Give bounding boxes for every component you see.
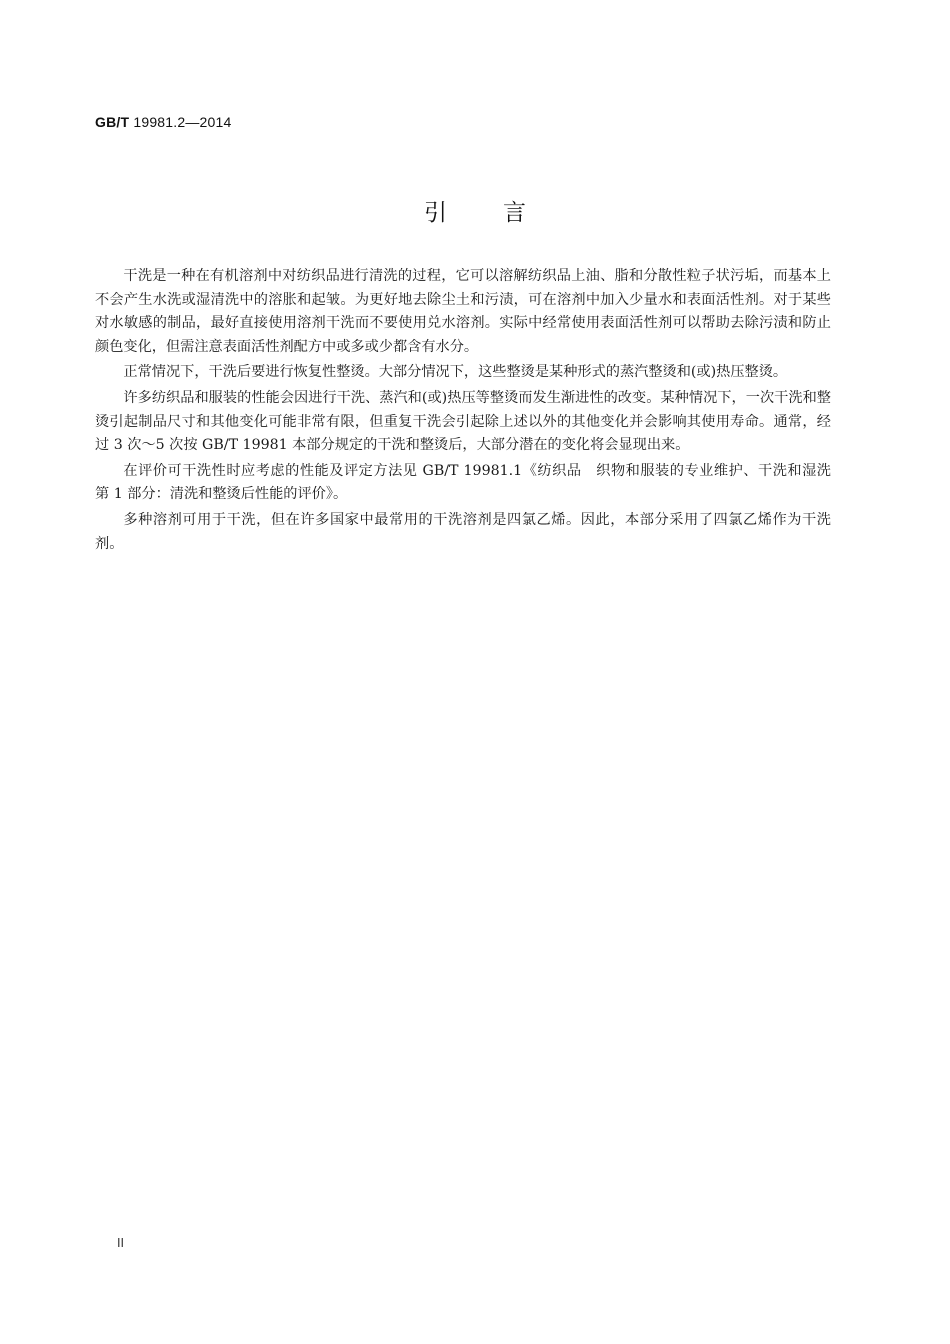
paragraph: 干洗是一种在有机溶剂中对纺织品进行清洗的过程，它可以溶解纺织品上油、脂和分散性粒子状污垢，而基本上不会产生水洗或湿清洗中的溶胀和起皱。为更好地去除尘土和污渍，可在溶剂中加入少量水和表面活性剂。对于某些对水敏感的制品，最好直接使用溶剂干洗而不要使用兑水溶剂。实际中经常使用表面活性剂可以帮助去除污渍和防止颜色变化，但需注意表面活性剂配方中或多或少都含有水分。 <box>95 268 831 355</box>
paragraph: 多种溶剂可用于干洗，但在许多国家中最常用的干洗溶剂是四氯乙烯。因此，本部分采用了四氯乙烯作为干洗剂。 <box>95 511 831 552</box>
paragraph: 在评价可干洗性时应考虑的性能及评定方法见 GB/T 19981.1《纺织品 织物和服装的专业维护、干洗和湿洗 第 1 部分：清洗和整烫后性能的评价》。 <box>95 462 846 503</box>
standard-number: 19981.2—2014 <box>133 114 232 130</box>
paragraph: 正常情况下，干洗后要进行恢复性整烫。大部分情况下，这些整烫是某种形式的蒸汽整烫和(或)热压整烫。 <box>123 364 788 381</box>
introduction-body <box>95 265 846 558</box>
paragraph: 许多纺织品和服装的性能会因进行干洗、蒸汽和(或)热压等整烫而发生渐进性的改变。某种情况下，一次干洗和整烫引起制品尺寸和其他变化可能非常有限，但重复干洗会引起除上述以外的其他变化并会影响其使用寿命。通常，经过 3 次～5 次按 GB/T 19981 本部分规定的干洗和整烫后，大部分潜在的变化将会显现出来。 <box>95 389 831 454</box>
section-title: 引言 <box>424 200 582 226</box>
standard-number-header <box>95 114 232 130</box>
page-number: II <box>117 1236 125 1250</box>
standard-prefix: GB/T <box>95 114 130 130</box>
